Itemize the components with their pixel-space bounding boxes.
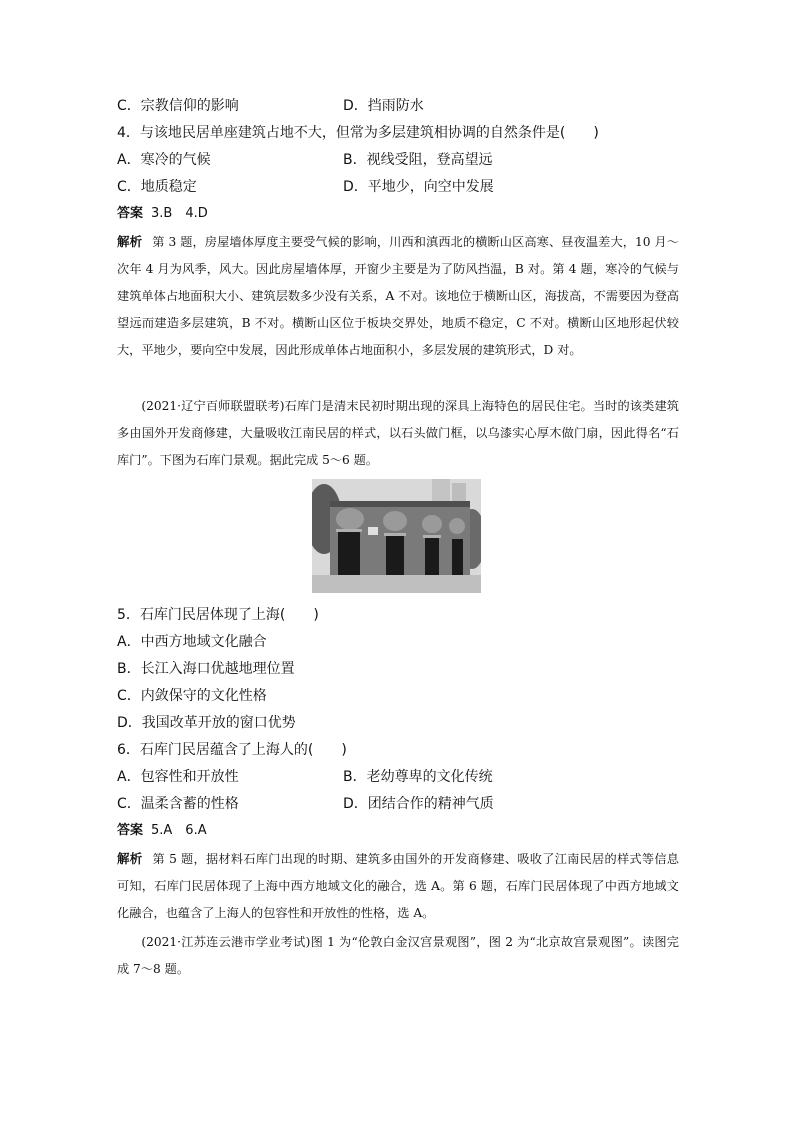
q6-option-d: D．团结合作的精神气质 xyxy=(343,796,494,812)
answer-5-6 xyxy=(117,821,207,841)
q5-option-c: C．内敛保守的文化性格 xyxy=(117,688,267,704)
explanation-3-4 xyxy=(117,228,679,364)
explanation-label: 解析 xyxy=(117,851,143,866)
q3-option-d: D．挡雨防水 xyxy=(343,98,424,114)
answer-label: 答案 xyxy=(117,206,144,221)
explanation-text: 第 3 题，房屋墙体厚度主要受气候的影响，川西和滇西北的横断山区高寒、昼夜温差大，10 月～次年 4 月为风季，风大。因此房屋墙体厚，开窗少主要是为了防风挡温，B 对。第 4 题，寒冷的气候与建筑单体占地面积大小、建筑层数多少没有关系，A 不对。该地位于横断山区，海拔高，不需要因为登高望远而建造多层建筑，B 不对。横断山区位于板块交界处，地质不稳定，C 不对。横断山区地形起伏较大，平地少，要向空中发展，因此形成单体占地面积小，多层发展的建筑形式，D 对。 xyxy=(117,235,679,357)
material-5-6: (2021·辽宁百师联盟联考)石库门是清末民初时期出现的深具上海特色的居民住宅。当时的该类建筑多由国外开发商修建，大量吸收江南民居的样式，以石头做门框，以乌漆实心厚木做门扇，因此得名“石库门”。下图为石库门景观。据此完成 5～6 题。 xyxy=(117,399,679,467)
q6-option-a: A．包容性和开放性 xyxy=(117,769,239,785)
explanation-label: 解析 xyxy=(117,234,143,249)
q4-option-b: B．视线受阻，登高望远 xyxy=(343,152,493,168)
answer-text: 3.B 4.D xyxy=(151,206,208,221)
question-4: 4．与该地民居单座建筑占地不大，但常为多层建筑相协调的自然条件是( ) xyxy=(117,125,599,141)
answer-3-4 xyxy=(117,204,208,224)
q4-option-a: A．寒冷的气候 xyxy=(117,152,211,168)
q5-option-d: D．我国改革开放的窗口优势 xyxy=(117,715,296,731)
question-6: 6．石库门民居蕴含了上海人的( ) xyxy=(117,742,347,758)
q6-option-b: B．老幼尊卑的文化传统 xyxy=(343,769,493,785)
answer-label: 答案 xyxy=(117,823,144,838)
material-7-8: (2021·江苏连云港市学业考试)图 1 为“伦敦白金汉宫景观图”，图 2 为“北京故宫景观图”。读图完成 7～8 题。 xyxy=(117,935,679,976)
q3-option-c: C．宗教信仰的影响 xyxy=(117,98,239,114)
q5-option-b: B．长江入海口优越地理位置 xyxy=(117,661,295,677)
shikumen-photo xyxy=(312,479,481,593)
answer-text: 5.A 6.A xyxy=(151,823,207,838)
question-5: 5．石库门民居体现了上海( ) xyxy=(117,607,319,623)
q4-option-d: D．平地少，向空中发展 xyxy=(343,179,494,195)
q5-option-a: A．中西方地域文化融合 xyxy=(117,634,267,650)
q4-option-c: C．地质稳定 xyxy=(117,179,197,195)
q6-option-c: C．温柔含蓄的性格 xyxy=(117,796,239,812)
explanation-text: 第 5 题，据材料石库门出现的时期、建筑多由国外的开发商修建、吸收了江南民居的样式等信息可知，石库门民居体现了上海中西方地域文化的融合，选 A。第 6 题，石库门民居体现了中西方地域文化融合，也蕴含了上海人的包容性和开放性的性格，选 A。 xyxy=(117,852,679,920)
explanation-5-6 xyxy=(117,845,679,927)
